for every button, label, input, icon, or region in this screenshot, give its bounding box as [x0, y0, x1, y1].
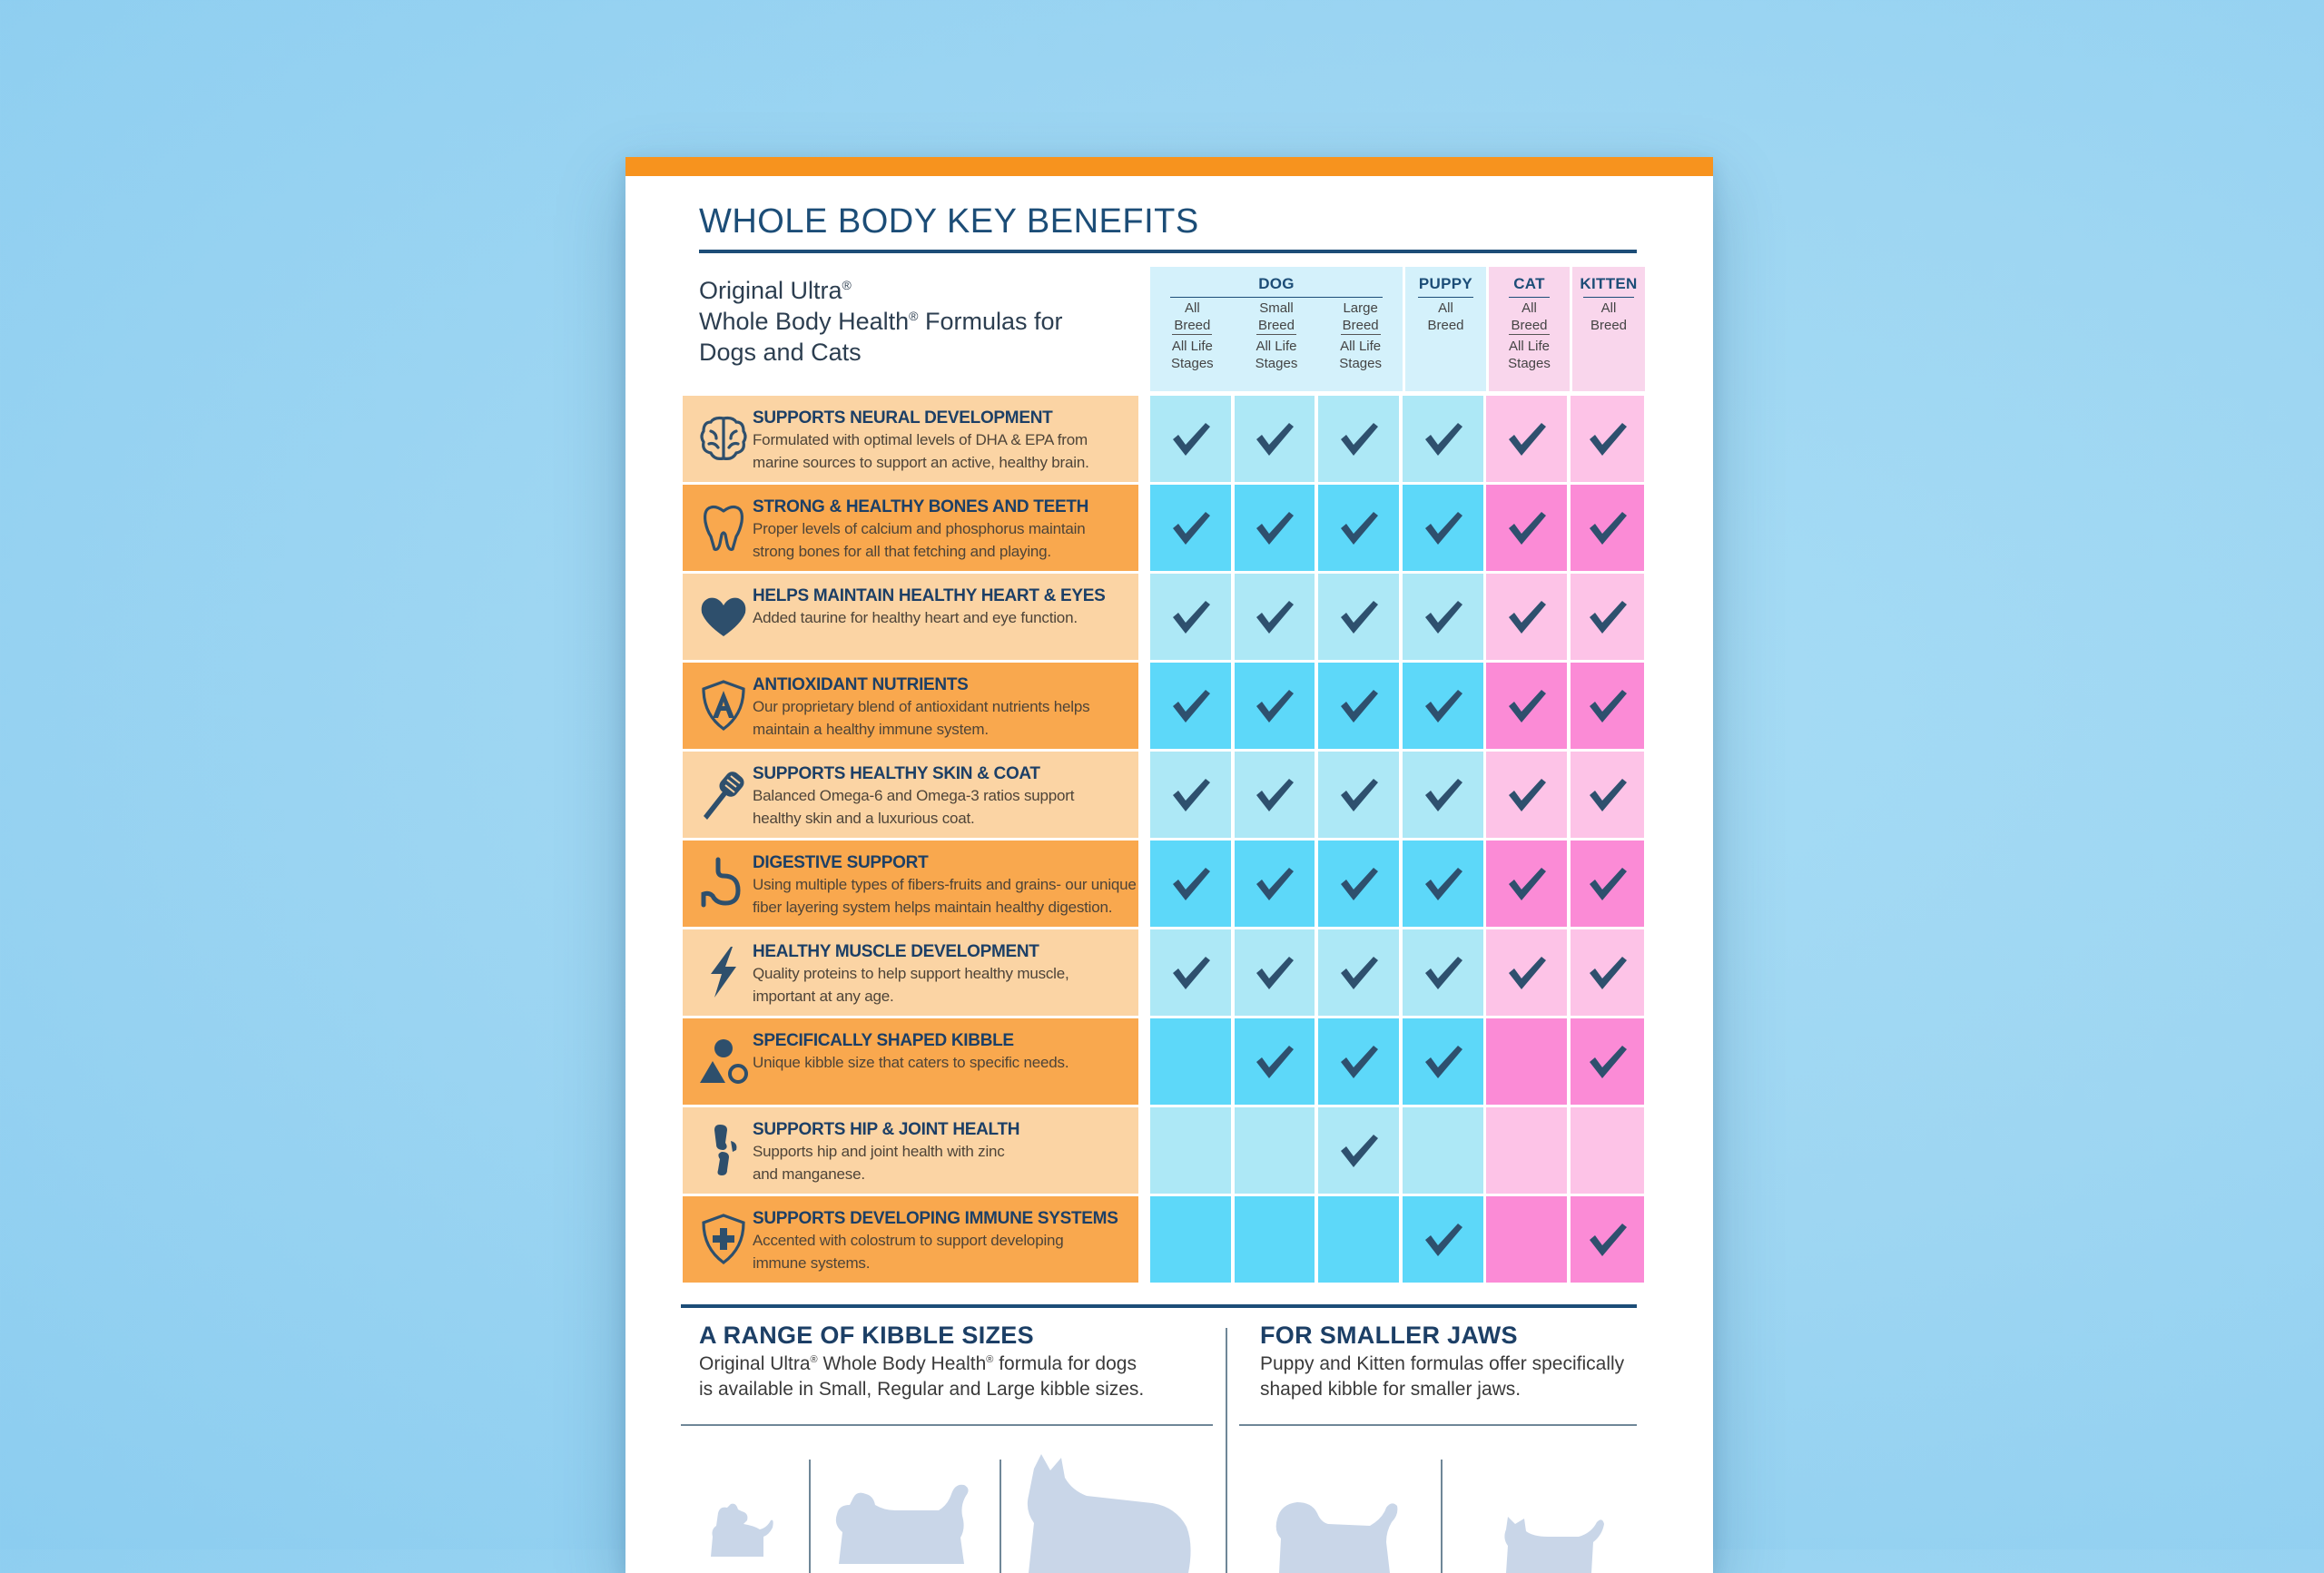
benefit-title: ANTIOXIDANT NUTRIENTS	[753, 675, 969, 694]
benefit-text: Unique kibble size that caters to specific needs.	[753, 1054, 1069, 1071]
benefit-title: STRONG & HEALTHY BONES AND TEETH	[753, 497, 1089, 516]
check-cell	[1318, 663, 1399, 749]
kitten-column-header	[1572, 267, 1645, 391]
check-cell	[1486, 1107, 1567, 1194]
check-cell	[1571, 1196, 1644, 1283]
dog-small-breed-header	[1236, 300, 1317, 372]
benefit-text: Quality proteins to help support healthy muscle,	[753, 965, 1069, 982]
benefit-text: Balanced Omega-6 and Omega-3 ratios support	[753, 787, 1075, 804]
dog-label: DOG	[1258, 275, 1295, 292]
sub-line: All Life	[1508, 339, 1551, 354]
checkmark-icon	[1423, 1044, 1464, 1080]
checkmark-icon	[1506, 777, 1548, 813]
check-cell	[1571, 396, 1644, 482]
checkmark-icon	[1170, 421, 1212, 457]
page-title: WHOLE BODY KEY BENEFITS	[699, 202, 1199, 241]
brain-icon	[696, 411, 751, 466]
registered-mark: ®	[909, 309, 919, 323]
check-cell	[1486, 841, 1567, 927]
benefit-description	[683, 396, 1138, 482]
benefit-text: Supports hip and joint health with zinc	[753, 1143, 1005, 1160]
kitten-label: KITTEN	[1580, 275, 1638, 292]
benefit-title: SUPPORTS HIP & JOINT HEALTH	[753, 1120, 1020, 1139]
silhouette-divider	[1000, 1460, 1001, 1573]
silhouette-divider	[809, 1460, 811, 1573]
intro-line-2a: Whole Body Health	[699, 308, 910, 335]
table-row	[683, 574, 1638, 660]
checkmark-icon	[1170, 777, 1212, 813]
benefit-title: SPECIFICALLY SHAPED KIBBLE	[753, 1031, 1014, 1050]
checkmark-icon	[1587, 599, 1629, 635]
sub-line: Breed	[1174, 318, 1211, 333]
sub-line: All	[1438, 300, 1453, 316]
check-cell	[1571, 1107, 1644, 1194]
benefit-text: immune systems.	[753, 1254, 871, 1272]
checkmark-icon	[1338, 866, 1380, 902]
antioxidant-shield-icon	[696, 678, 751, 732]
puppy-column-header	[1405, 267, 1486, 391]
sub-line: All	[1600, 300, 1617, 316]
checkmark-icon	[1170, 955, 1212, 991]
section-divider	[681, 1304, 1637, 1308]
sub-line: Stages	[1170, 356, 1214, 371]
check-cell	[1150, 574, 1231, 660]
puppy-group-rule	[1418, 297, 1473, 298]
sub-line: Stages	[1255, 356, 1298, 371]
benefit-text: Added taurine for healthy heart and eye function.	[753, 609, 1078, 626]
registered-mark: ®	[810, 1354, 818, 1365]
checkmark-icon	[1423, 688, 1464, 724]
checkmark-icon	[1506, 599, 1548, 635]
sub-line: Stages	[1508, 356, 1551, 371]
check-cell	[1403, 574, 1483, 660]
checkmark-icon	[1254, 955, 1295, 991]
checkmark-icon	[1254, 688, 1295, 724]
benefit-description	[683, 752, 1138, 838]
check-cell	[1318, 485, 1399, 571]
sub-line: Small	[1259, 300, 1294, 316]
checkmark-icon	[1423, 955, 1464, 991]
checkmark-icon	[1587, 1222, 1629, 1258]
dog-group-rule	[1170, 297, 1383, 298]
benefit-text: Formulated with optimal levels of DHA & EPA from	[753, 431, 1088, 448]
cat-group-rule	[1509, 297, 1550, 298]
benefit-text: healthy skin and a luxurious coat.	[753, 810, 975, 827]
silhouette-divider	[1441, 1460, 1443, 1573]
check-cell	[1235, 929, 1315, 1016]
checkmark-icon	[1423, 866, 1464, 902]
checkmark-icon	[1338, 421, 1380, 457]
check-cell	[1318, 929, 1399, 1016]
sub-line: Breed	[1342, 318, 1379, 333]
checkmark-icon	[1338, 955, 1380, 991]
text-fragment: Original Ultra	[699, 1353, 811, 1374]
checkmark-icon	[1254, 510, 1295, 546]
check-cell	[1235, 1196, 1315, 1283]
check-cell	[1486, 396, 1567, 482]
check-cell	[1150, 485, 1231, 571]
sub-line: Large	[1343, 300, 1378, 316]
stomach-icon	[696, 856, 751, 910]
benefit-text: Our proprietary blend of antioxidant nutrients helps	[753, 698, 1090, 715]
benefit-title: HELPS MAINTAIN HEALTHY HEART & EYES	[753, 586, 1106, 605]
table-row	[683, 663, 1638, 749]
benefit-title: SUPPORTS NEURAL DEVELOPMENT	[753, 408, 1053, 428]
check-cell	[1235, 574, 1315, 660]
checkmark-icon	[1506, 955, 1548, 991]
check-cell	[1150, 663, 1231, 749]
benefit-title: HEALTHY MUSCLE DEVELOPMENT	[753, 942, 1039, 961]
checkmark-icon	[1254, 866, 1295, 902]
checkmark-icon	[1338, 777, 1380, 813]
cat-label: CAT	[1513, 275, 1545, 292]
benefit-description	[683, 929, 1138, 1016]
benefit-description	[683, 574, 1138, 660]
kitten-group-rule	[1583, 297, 1634, 298]
check-cell	[1318, 752, 1399, 838]
check-cell	[1571, 752, 1644, 838]
check-cell	[1403, 841, 1483, 927]
checkmark-icon	[1423, 421, 1464, 457]
title-divider	[699, 250, 1637, 253]
check-cell	[1403, 929, 1483, 1016]
checkmark-icon	[1254, 1044, 1295, 1080]
check-cell	[1403, 485, 1483, 571]
checkmark-icon	[1338, 688, 1380, 724]
checkmark-icon	[1170, 599, 1212, 635]
puppy-label: PUPPY	[1418, 275, 1473, 292]
check-cell	[1571, 574, 1644, 660]
check-cell	[1403, 752, 1483, 838]
kitten-silhouette-icon	[1497, 1509, 1606, 1573]
text-fragment: Whole Body Health	[817, 1353, 987, 1374]
benefit-text: marine sources to support an active, healthy brain.	[753, 454, 1089, 471]
check-cell	[1318, 1196, 1399, 1283]
check-cell	[1403, 1107, 1483, 1194]
brush-icon	[696, 767, 751, 821]
intro-line-2b: Formulas for	[918, 308, 1063, 335]
kibble-shapes-icon	[696, 1034, 751, 1088]
table-row	[683, 752, 1638, 838]
check-cell	[1571, 663, 1644, 749]
check-cell	[1486, 752, 1567, 838]
text-fragment: formula for dogs	[993, 1353, 1137, 1374]
benefit-title: SUPPORTS DEVELOPING IMMUNE SYSTEMS	[753, 1209, 1118, 1228]
benefit-text: Using multiple types of fibers-fruits and grains- our unique	[753, 876, 1137, 893]
check-cell	[1318, 396, 1399, 482]
sub-line: All Life	[1171, 339, 1213, 354]
checkmark-icon	[1338, 1044, 1380, 1080]
sub-line: Breed	[1590, 318, 1628, 333]
benefit-description	[683, 1196, 1138, 1283]
checkmark-icon	[1338, 510, 1380, 546]
table-row	[683, 396, 1638, 482]
dog-column-header	[1150, 267, 1403, 391]
tooth-icon	[696, 500, 751, 555]
checkmark-icon	[1506, 688, 1548, 724]
checkmark-icon	[1587, 955, 1629, 991]
immune-shield-icon	[696, 1212, 751, 1266]
check-cell	[1403, 1196, 1483, 1283]
check-cell	[1403, 663, 1483, 749]
intro-text	[699, 275, 1135, 368]
table-row	[683, 485, 1638, 571]
smaller-jaws-text	[1260, 1352, 1659, 1402]
check-cell	[1571, 841, 1644, 927]
checkmark-icon	[1587, 510, 1629, 546]
checkmark-icon	[1506, 421, 1548, 457]
dog-large-breed-header	[1320, 300, 1402, 372]
checkmark-icon	[1587, 1044, 1629, 1080]
check-cell	[1150, 929, 1231, 1016]
orange-top-bar	[625, 157, 1713, 176]
sub-line: Stages	[1339, 356, 1382, 371]
intro-line-1: Original Ultra	[699, 277, 842, 304]
checkmark-icon	[1587, 421, 1629, 457]
table-row	[683, 1018, 1638, 1105]
checkmark-icon	[1170, 866, 1212, 902]
benefit-description	[683, 1107, 1138, 1194]
check-cell	[1150, 1107, 1231, 1194]
check-cell	[1150, 752, 1231, 838]
benefit-text: and manganese.	[753, 1165, 865, 1183]
checkmark-icon	[1254, 777, 1295, 813]
registered-mark: ®	[986, 1354, 994, 1365]
benefit-text: Proper levels of calcium and phosphorus maintain	[753, 520, 1086, 537]
dog-all-breed-header	[1151, 300, 1233, 372]
checkmark-icon	[1338, 1133, 1380, 1169]
check-cell	[1235, 752, 1315, 838]
table-row	[683, 841, 1638, 927]
benefit-text: strong bones for all that fetching and playing.	[753, 543, 1051, 560]
check-cell	[1571, 485, 1644, 571]
check-cell	[1150, 1018, 1231, 1105]
checkmark-icon	[1170, 510, 1212, 546]
check-cell	[1235, 841, 1315, 927]
checkmark-icon	[1423, 510, 1464, 546]
check-cell	[1150, 1196, 1231, 1283]
kibble-sizes-text	[699, 1352, 1207, 1402]
benefit-text: maintain a healthy immune system.	[753, 721, 989, 738]
checkmark-icon	[1254, 599, 1295, 635]
check-cell	[1235, 663, 1315, 749]
section-vertical-divider	[1226, 1328, 1227, 1573]
sub-line: All Life	[1256, 339, 1297, 354]
table-row	[683, 1196, 1638, 1283]
sub-line: Breed	[1257, 318, 1295, 333]
puppy-silhouette-icon	[1270, 1491, 1406, 1573]
sub-line: Breed	[1427, 318, 1464, 333]
checkmark-icon	[1506, 866, 1548, 902]
kibble-sizes-title: A RANGE OF KIBBLE SIZES	[699, 1322, 1034, 1349]
benefit-text: fiber layering system helps maintain healthy digestion.	[753, 899, 1113, 916]
sub-line: All	[1521, 300, 1537, 316]
check-cell	[1318, 1018, 1399, 1105]
medium-dog-silhouette-icon	[830, 1478, 980, 1564]
jaws-divider	[1239, 1424, 1637, 1426]
checkmark-icon	[1338, 599, 1380, 635]
check-cell	[1486, 1196, 1567, 1283]
check-cell	[1235, 485, 1315, 571]
check-cell	[1571, 1018, 1644, 1105]
benefit-description	[683, 841, 1138, 927]
checkmark-icon	[1423, 1222, 1464, 1258]
large-dog-silhouette-icon	[1016, 1450, 1197, 1573]
benefits-sheet	[625, 157, 1713, 1573]
benefit-title: SUPPORTS HEALTHY SKIN & COAT	[753, 764, 1040, 783]
small-dog-silhouette-icon	[704, 1502, 776, 1557]
intro-line-3: Dogs and Cats	[699, 339, 862, 366]
check-cell	[1318, 1107, 1399, 1194]
sub-line: Breed	[1511, 318, 1548, 333]
registered-mark: ®	[842, 278, 852, 292]
check-cell	[1318, 841, 1399, 927]
cat-column-header	[1489, 267, 1570, 391]
checkmark-icon	[1423, 777, 1464, 813]
checkmark-icon	[1170, 688, 1212, 724]
check-cell	[1403, 396, 1483, 482]
benefit-text: Accented with colostrum to support developing	[753, 1232, 1064, 1249]
check-cell	[1403, 1018, 1483, 1105]
text-fragment: shaped kibble for smaller jaws.	[1260, 1379, 1521, 1400]
checkmark-icon	[1587, 688, 1629, 724]
check-cell	[1486, 663, 1567, 749]
benefit-description	[683, 1018, 1138, 1105]
smaller-jaws-title: FOR SMALLER JAWS	[1260, 1322, 1518, 1349]
benefit-description	[683, 663, 1138, 749]
check-cell	[1235, 396, 1315, 482]
sub-line: All	[1184, 300, 1200, 316]
benefit-text: important at any age.	[753, 988, 894, 1005]
table-row	[683, 929, 1638, 1016]
check-cell	[1571, 929, 1644, 1016]
checkmark-icon	[1506, 510, 1548, 546]
checkmark-icon	[1423, 599, 1464, 635]
heart-icon	[696, 589, 751, 644]
check-cell	[1486, 485, 1567, 571]
check-cell	[1486, 1018, 1567, 1105]
text-fragment: is available in Small, Regular and Large kibble sizes.	[699, 1379, 1145, 1400]
check-cell	[1318, 574, 1399, 660]
check-cell	[1235, 1018, 1315, 1105]
joint-icon	[696, 1123, 751, 1177]
benefit-description	[683, 485, 1138, 571]
check-cell	[1150, 396, 1231, 482]
benefit-title: DIGESTIVE SUPPORT	[753, 853, 929, 872]
sub-line: All Life	[1340, 339, 1382, 354]
checkmark-icon	[1254, 421, 1295, 457]
table-row	[683, 1107, 1638, 1194]
lightning-icon	[696, 945, 751, 999]
check-cell	[1235, 1107, 1315, 1194]
text-fragment: Puppy and Kitten formulas offer specifically	[1260, 1353, 1625, 1374]
check-cell	[1486, 574, 1567, 660]
check-cell	[1486, 929, 1567, 1016]
checkmark-icon	[1587, 777, 1629, 813]
kibble-divider	[681, 1424, 1213, 1426]
checkmark-icon	[1587, 866, 1629, 902]
check-cell	[1150, 841, 1231, 927]
